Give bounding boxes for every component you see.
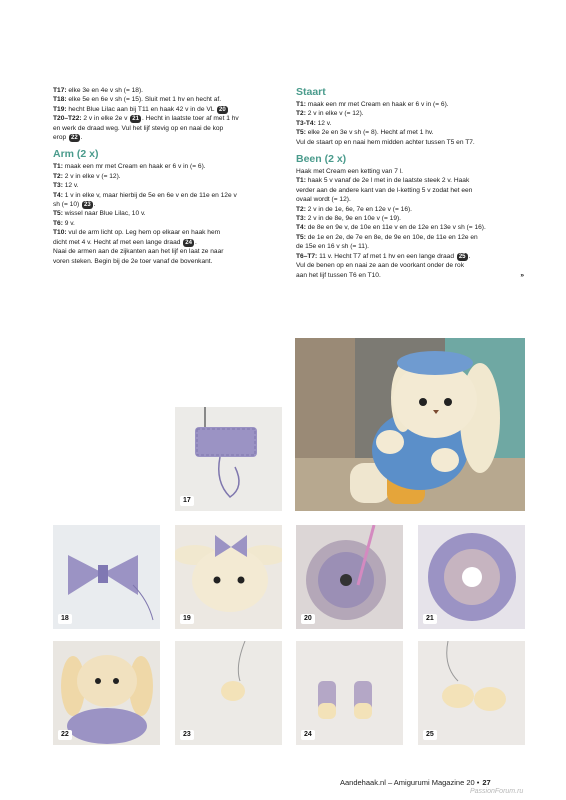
row-label: T20–T22: <box>53 115 82 123</box>
photo-18 <box>53 525 160 629</box>
instruction-line <box>296 138 528 147</box>
instruction-line <box>296 252 528 261</box>
instruction-line <box>296 109 528 118</box>
instruction-text: ovaal wordt (= 12). <box>296 196 351 204</box>
been-heading: Been (2 x) <box>296 153 347 166</box>
photo-17 <box>175 407 282 511</box>
row-label: T1: <box>296 177 306 185</box>
instruction-text: 2 v in elke 2e v <box>81 115 130 123</box>
instruction-line <box>53 133 281 142</box>
photo-21 <box>418 525 525 629</box>
row-label: T2: <box>296 110 306 118</box>
photo-25 <box>418 641 525 745</box>
photo-number: 21 <box>423 614 437 624</box>
instruction-text: de 1e en 2e, de 7e en 8e, de 9e en 10e, de 11e en 12e en <box>305 233 478 241</box>
instruction-line <box>53 105 281 114</box>
instruction-text: voren steken. Begin bij de 2e toer vanaf de bovenkant. <box>53 257 213 265</box>
instruction-text: verder aan de andere kant van de l-ketting 5 v zodat het een <box>296 186 473 194</box>
photo-19 <box>175 525 282 629</box>
row-label: T4: <box>53 191 63 199</box>
instruction-line <box>296 261 528 270</box>
instruction-line <box>296 176 528 185</box>
instruction-text: Haak met Cream een ketting van 7 l. <box>296 168 404 176</box>
instruction-text: de 15e en 16 v sh (= 11). <box>296 243 370 251</box>
instruction-text: maak een mr met Cream en haak er 6 v in (= 6). <box>62 163 206 171</box>
instruction-line <box>296 205 528 214</box>
instruction-text: 11 v. Hecht T7 af met 1 hv en een lange draad <box>317 252 456 260</box>
instruction-text: 9 v. <box>62 219 75 227</box>
photo-23 <box>175 641 282 745</box>
instruction-text: aan het lijf tussen T6 en T10. <box>296 271 381 279</box>
row-label: T2: <box>53 172 63 180</box>
left-column <box>53 86 281 266</box>
photo-number: 17 <box>180 496 194 506</box>
instruction-text: en werk de draad weg. Vul het lijf stevig op en naai de kop <box>53 124 224 132</box>
instruction-line <box>53 86 281 95</box>
instruction-line <box>53 200 281 209</box>
row-label: T3: <box>296 215 306 223</box>
photo-number: 24 <box>301 730 315 740</box>
photo-reference-badge: 20 <box>219 106 226 113</box>
instruction-line <box>296 242 528 251</box>
instruction-text: 2 v in de 1e, 6e, 7e en 12e v (= 16). <box>305 205 413 213</box>
staart-heading: Staart <box>296 86 326 98</box>
instruction-line <box>296 195 528 204</box>
instruction-line <box>53 114 281 123</box>
instruction-line <box>53 162 281 171</box>
instruction-text: haak 5 v vanaf de 2e l met in de laatste steek 2 v. Haak <box>305 177 470 185</box>
instruction-text: 2 v in elke v (= 12). <box>305 110 364 118</box>
row-label: T3-T4: <box>296 119 316 127</box>
instruction-text: Vul de staart op en naai hem midden achter tussen T5 en T7. <box>296 138 475 146</box>
instruction-line <box>53 124 281 133</box>
instruction-line <box>53 257 281 266</box>
arm-heading: Arm (2 x) <box>53 148 99 161</box>
bunny-main-photo <box>295 338 525 511</box>
photo-number: 20 <box>301 614 315 624</box>
instruction-text: . <box>468 252 471 260</box>
photo-reference-badge: 22 <box>71 135 78 142</box>
photo-number: 18 <box>58 614 72 624</box>
instruction-text: 1 v in elke v, maar hierbij de 5e en 6e v en de 11e en 12e v <box>62 191 237 199</box>
photo-number: 19 <box>180 614 194 624</box>
instruction-line <box>53 95 281 104</box>
instruction-text: Vul de benen op en naai ze aan de voorkant onder de rok <box>296 262 465 270</box>
instruction-line <box>53 228 281 237</box>
row-label: T2: <box>296 205 306 213</box>
instruction-text: . <box>80 134 83 142</box>
arm-instructions <box>53 162 281 265</box>
instruction-line <box>53 238 281 247</box>
row-label: T1: <box>53 163 63 171</box>
row-label: T17: <box>53 87 67 94</box>
instruction-text: hecht Blue Lilac aan bij T11 en haak 42 v in de VL <box>66 105 216 113</box>
bunny-illustration <box>295 338 525 511</box>
instruction-text: . <box>194 238 197 246</box>
photo-reference-badge: 21 <box>132 116 139 123</box>
instruction-line <box>296 223 528 232</box>
instruction-text: erop <box>53 134 69 142</box>
row-label: T3: <box>53 182 63 190</box>
instruction-line <box>53 219 281 228</box>
been-instructions <box>296 167 528 280</box>
instruction-line <box>296 167 528 176</box>
instruction-line <box>53 191 281 200</box>
instruction-text: 2 v in de 8e, 9e en 10e v (= 19). <box>305 215 402 223</box>
instruction-text: . <box>93 201 96 209</box>
photo-20 <box>296 525 403 629</box>
instruction-line <box>296 233 528 242</box>
instruction-line <box>53 181 281 190</box>
instruction-line <box>53 209 281 218</box>
instruction-text: elke 2e en 3e v sh (= 8). Hecht af met 1 hv. <box>305 129 434 137</box>
footer-text: Aandehaak.nl – Amigurumi Magazine 20 • <box>340 778 480 787</box>
instruction-text: de 8e en 9e v, de 10e en 11e v en de 12e en 13e v sh (= 16). <box>305 224 486 232</box>
row-label: T5: <box>53 210 63 218</box>
instruction-line <box>296 128 528 137</box>
row-label: T5: <box>296 129 306 137</box>
instruction-line <box>296 119 528 128</box>
instruction-text: . Hecht in laatste toer af met 1 hv <box>141 115 239 123</box>
instruction-text: elke 5e en 6e v sh (= 15). Sluit met 1 hv en hecht af. <box>66 96 222 104</box>
instruction-line <box>53 172 281 181</box>
instruction-line <box>53 247 281 256</box>
instruction-text: 12 v. <box>315 119 332 127</box>
instruction-line <box>296 271 528 280</box>
instruction-line <box>296 186 528 195</box>
instruction-text: Naai de armen aan de zijkanten aan het lijf en laat ze naar <box>53 248 224 256</box>
photo-reference-badge: 25 <box>458 253 466 260</box>
instruction-text: dicht met 4 v. Hecht af met een lange draad <box>53 238 183 246</box>
page-footer <box>340 778 491 787</box>
instruction-line <box>296 214 528 223</box>
instruction-text: 2 v in elke v (= 12). <box>62 172 121 180</box>
photo-22 <box>53 641 160 745</box>
instruction-text: elke 3e en 4e v sh (= 18). <box>66 87 143 94</box>
instruction-text: wissel naar Blue Lilac, 10 v. <box>62 210 146 218</box>
photo-number: 22 <box>58 730 72 740</box>
row-label: T1: <box>296 101 306 108</box>
continue-arrow: » <box>520 271 524 279</box>
row-label: T6–T7: <box>296 252 318 260</box>
staart-instructions <box>296 100 528 147</box>
instruction-text: maak een mr met Cream en haak er 6 v in (= 6). <box>305 101 449 108</box>
instruction-text: vul de arm licht op. Leg hem op elkaar en haak hem <box>66 229 221 237</box>
row-label: T19: <box>53 105 67 113</box>
row-label: T6: <box>53 219 63 227</box>
body-instructions <box>53 86 281 142</box>
photo-reference-badge: 23 <box>84 202 91 209</box>
instruction-text: sh (= 10) <box>53 201 82 209</box>
right-column <box>296 86 528 280</box>
row-label: T10: <box>53 229 67 237</box>
row-label: T5: <box>296 233 306 241</box>
instruction-line <box>296 100 528 109</box>
page-number: 27 <box>482 778 491 787</box>
row-label: T18: <box>53 96 67 104</box>
watermark: PassionForum.ru <box>470 788 524 795</box>
instruction-text: 12 v. <box>62 182 79 190</box>
photo-24 <box>296 641 403 745</box>
row-label: T4: <box>296 224 306 232</box>
photo-reference-badge: 24 <box>185 239 192 246</box>
photo-number: 25 <box>423 730 437 740</box>
photo-number: 23 <box>180 730 194 740</box>
